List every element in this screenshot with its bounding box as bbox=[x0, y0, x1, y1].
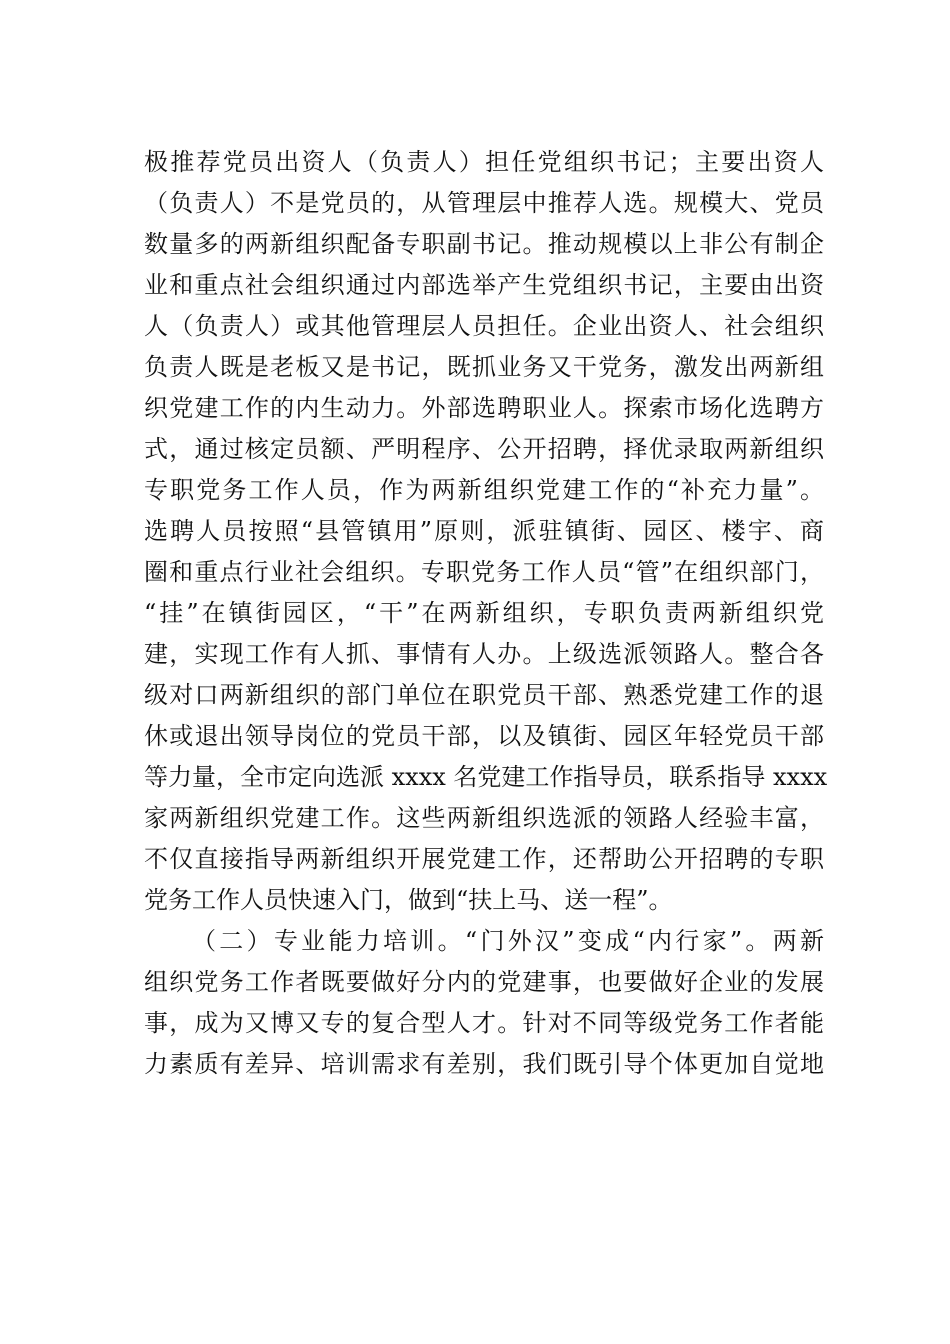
text-line: 不仅直接指导两新组织开展党建工作，还帮助公开招聘的专职 bbox=[144, 845, 824, 873]
paragraph-end-line: 党务工作人员快速入门，做到“扶上马、送一程”。 bbox=[144, 886, 673, 914]
text-line: 级对口两新组织的部门单位在职党员干部、熟悉党建工作的退 bbox=[144, 681, 824, 709]
text-line: 力素质有差异、培训需求有差别，我们既引导个体更加自觉地 bbox=[144, 1050, 824, 1078]
text-line: 事，成为又博又专的复合型人才。针对不同等级党务工作者能 bbox=[144, 1009, 824, 1037]
text-line: 建，实现工作有人抓、事情有人办。上级选派领路人。整合各 bbox=[144, 640, 824, 668]
text-line: 圈和重点行业社会组织。专职党务工作人员“管”在组织部门， bbox=[144, 558, 824, 586]
text-line: 家两新组织党建工作。这些两新组织选派的领路人经验丰富， bbox=[144, 804, 824, 832]
text-line: 极推荐党员出资人（负责人）担任党组织书记；主要出资人 bbox=[144, 148, 824, 176]
text-line: 休或退出领导岗位的党员干部，以及镇街、园区年轻党员干部 bbox=[144, 722, 824, 750]
text-line: 选聘人员按照“县管镇用”原则，派驻镇街、园区、楼宇、商 bbox=[144, 517, 824, 545]
text-line: “挂”在镇街园区，“干”在两新组织，专职负责两新组织党 bbox=[144, 599, 824, 627]
text-line: 负责人既是老板又是书记，既抓业务又干党务，激发出两新组 bbox=[144, 353, 824, 381]
text-line: 式，通过核定员额、严明程序、公开招聘，择优录取两新组织 bbox=[144, 435, 824, 463]
text-line: 织党建工作的内生动力。外部选聘职业人。探索市场化选聘方 bbox=[144, 394, 824, 422]
text-line: 等力量，全市定向选派 xxxx 名党建工作指导员，联系指导 xxxx bbox=[144, 763, 828, 791]
text-line: 人（负责人）或其他管理层人员担任。企业出资人、社会组织 bbox=[144, 312, 824, 340]
text-line: （负责人）不是党员的，从管理层中推荐人选。规模大、党员 bbox=[144, 189, 824, 217]
text-line: 专职党务工作人员，作为两新组织党建工作的“补充力量”。 bbox=[144, 476, 824, 504]
section-heading-line: （二）专业能力培训。“门外汉”变成“内行家”。两新 bbox=[192, 927, 824, 955]
text-line: 组织党务工作者既要做好分内的党建事，也要做好企业的发展 bbox=[144, 968, 824, 996]
text-line: 数量多的两新组织配备专职副书记。推动规模以上非公有制企 bbox=[144, 230, 824, 258]
text-line: 业和重点社会组织通过内部选举产生党组织书记，主要由出资 bbox=[144, 271, 824, 299]
body-text bbox=[144, 142, 828, 1085]
